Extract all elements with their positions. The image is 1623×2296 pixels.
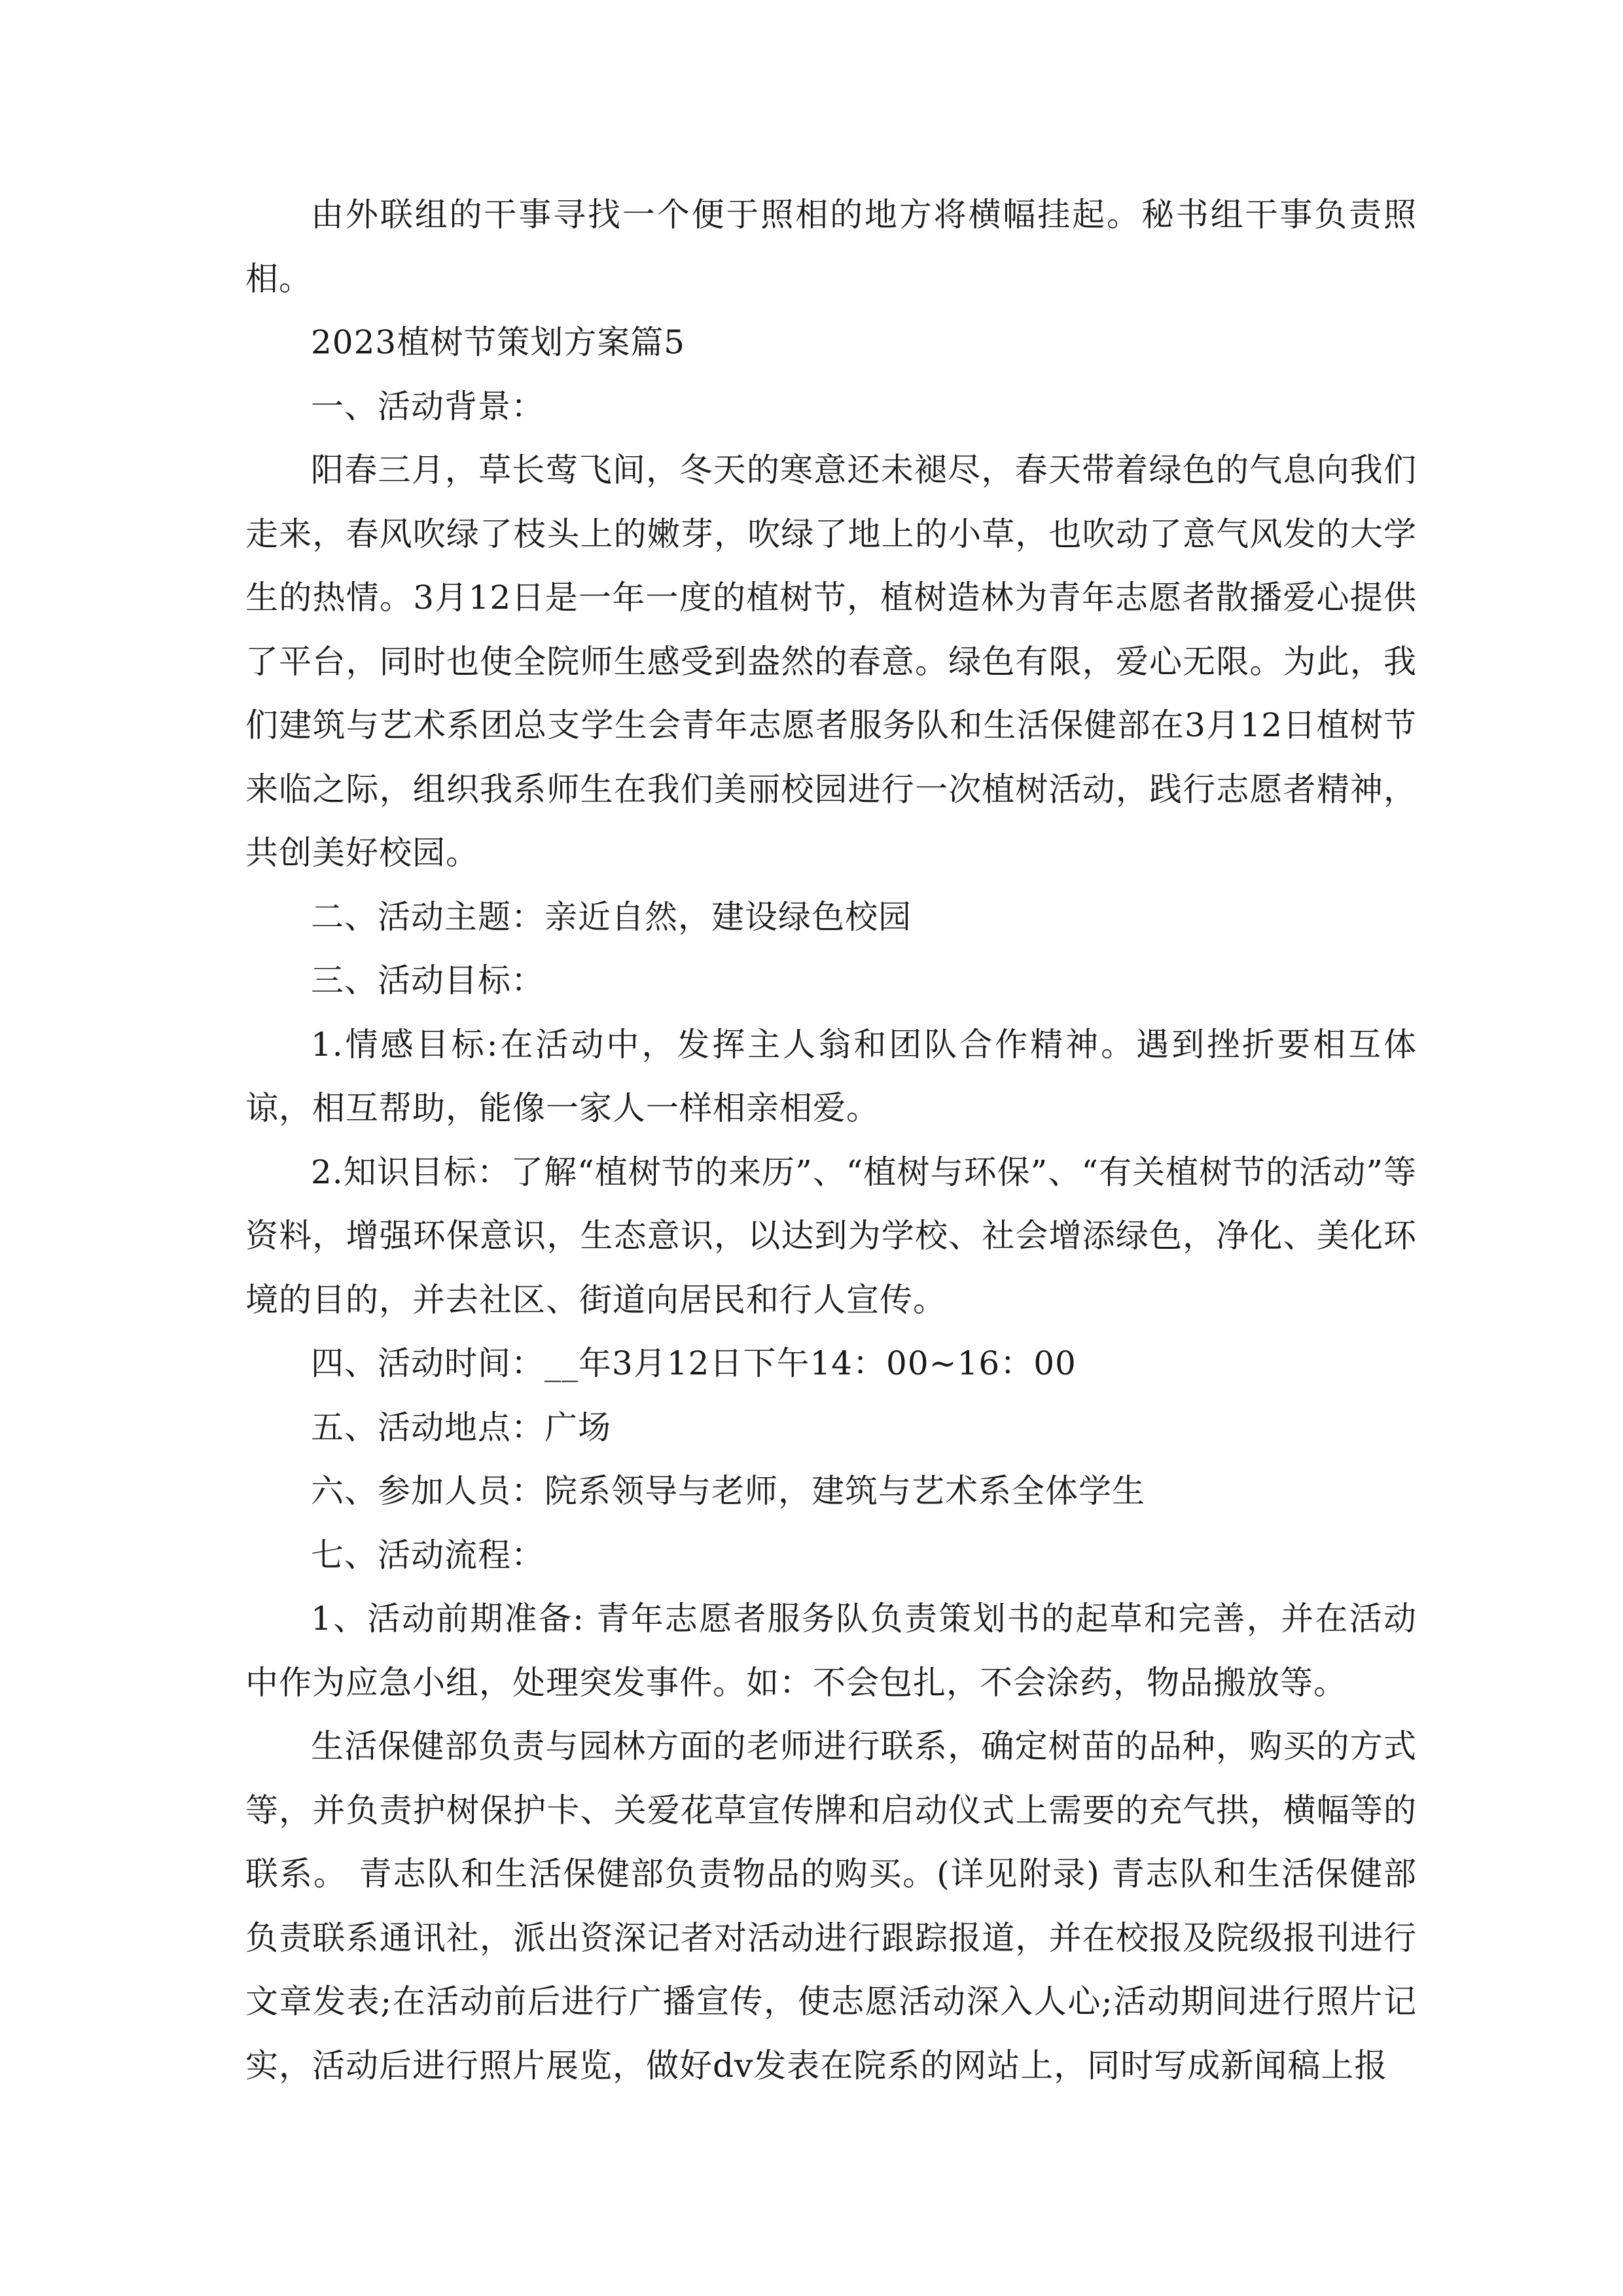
heading-theme: 二、活动主题：亲近自然，建设绿色校园 bbox=[311, 897, 912, 936]
paragraph-health-dept: 生活保健部负责与园林方面的老师进行联系，确定树苗的品种，购买的方式等，并负责护树保护卡、关爱花草宣传牌和启动仪式上需要的充气拱，横幅等的联系。 青志队和生活保健部负责物品的购买。(详见附录) 青志队和生活保健部负责联系通讯社，派出资深记者对活动进行跟踪报道，并在校报及院级报刊进行文章发表;在活动前后进行广播宣传，使志愿活动深入人心;活动期间进行照片记实，活动后进行照片展览，做好dv发表在院系的网站上，同时写成新闻稿上报 bbox=[245, 1727, 1417, 2085]
paragraph-photo-banner: 由外联组的干事寻找一个便于照相的地方将横幅挂起。秘书组干事负责照相。 bbox=[245, 196, 1417, 298]
paragraph-background: 阳春三月，草长莺飞间，冬天的寒意还未褪尽，春天带着绿色的气息向我们走来，春风吹绿了枝头上的嫩芽，吹绿了地上的小草，也吹动了意气风发的大学生的热情。3月12日是一年一度的植树节，植树造林为青年志愿者散播爱心提供了平台，同时也使全院师生感受到盎然的春意。绿色有限，爱心无限。为此，我们建筑与艺术系团总支学生会青年志愿者服务队和生活保健部在3月12日植树节来临之际，组织我系师生在我们美丽校园进行一次植树活动，践行志愿者精神，共创美好校园。 bbox=[245, 451, 1417, 872]
heading-background: 一、活动背景： bbox=[311, 387, 544, 425]
paragraph-emotional-goal: 1.情感目标:在活动中，发挥主人翁和团队合作精神。遇到挫折要相互体谅，相互帮助，能像一家人一样相亲相爱。 bbox=[245, 1025, 1417, 1127]
heading-goals: 三、活动目标： bbox=[311, 961, 544, 999]
paragraph-preparation: 1、活动前期准备: 青年志愿者服务队负责策划书的起草和完善，并在活动中作为应急小组，处理突发事件。如：不会包扎，不会涂药，物品搬放等。 bbox=[245, 1600, 1417, 1702]
section-title: 2023植树节策划方案篇5 bbox=[311, 323, 686, 361]
heading-location: 五、活动地点：广场 bbox=[311, 1408, 611, 1446]
paragraph-knowledge-goal: 2.知识目标：了解“植树节的来历”、“植树与环保”、“有关植树节的活动”等资料，增强环保意识，生态意识，以达到为学校、社会增添绿色，净化、美化环境的目的，并去社区、街道向居民和行人宣传。 bbox=[245, 1153, 1417, 1319]
document-body bbox=[245, 183, 1417, 2098]
heading-participants: 六、参加人员：院系领导与老师，建筑与艺术系全体学生 bbox=[311, 1472, 1145, 1510]
heading-process: 七、活动流程： bbox=[311, 1535, 544, 1574]
heading-time: 四、活动时间：__年3月12日下午14：00~16：00 bbox=[311, 1344, 1077, 1382]
